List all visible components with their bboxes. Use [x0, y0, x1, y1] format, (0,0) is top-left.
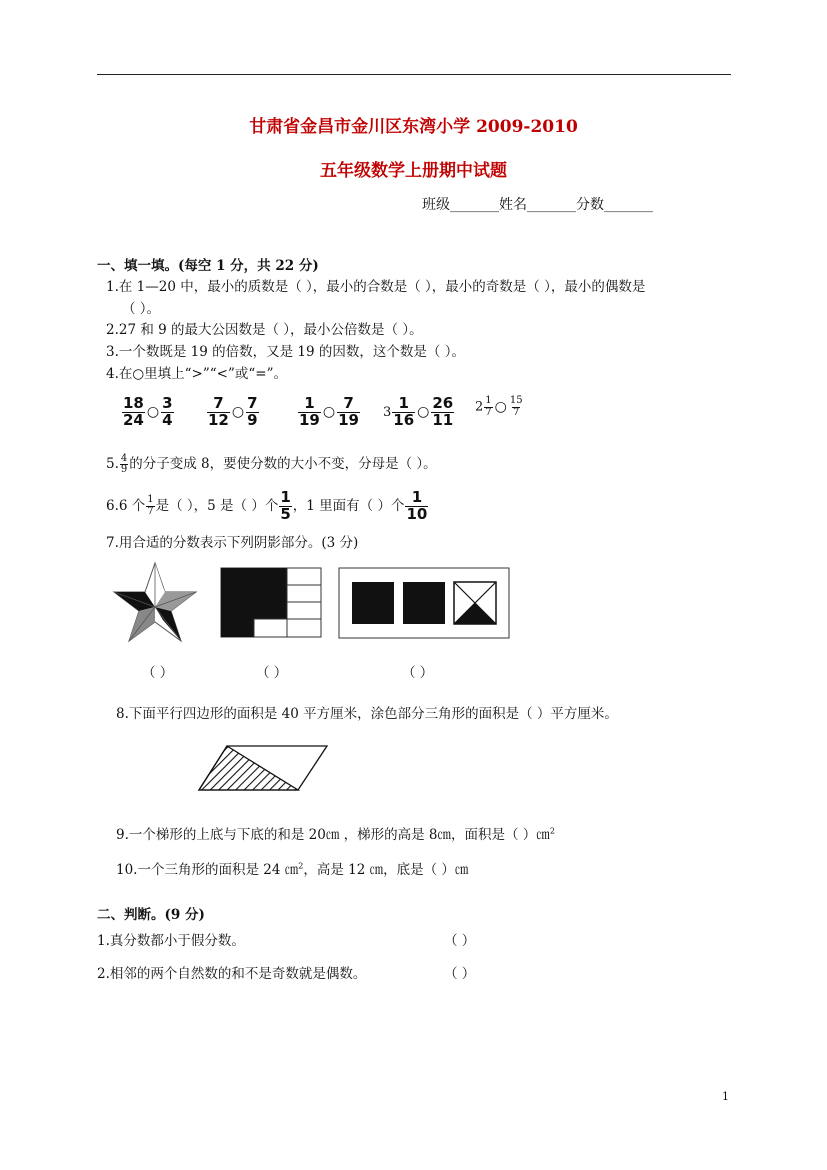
compare-pair-2	[206, 396, 260, 429]
question-1-line2: （ ）。	[122, 301, 161, 317]
q7-answer-blank-3[interactable]: （ ）	[402, 665, 434, 681]
fraction: $\frac{7}{12}$	[208, 394, 229, 429]
section1-heading: 一、填一填。(每空 1 分，共 22 分)	[97, 258, 319, 274]
compare-circle: ○	[322, 404, 336, 421]
question-6: 6.6 个 $\frac{1}{7}$ 是（ ），5 是（ ）个 $\frac{1}{5}$ ，1 里面有（ ）个 $\frac{1}{10}$	[106, 488, 428, 523]
page-subtitle: 五年级数学上册期中试题	[320, 161, 507, 181]
compare-circle: ○	[494, 399, 507, 415]
question-10: 10.一个三角形的面积是 24 ㎝$^2$，高是 12 ㎝，底是（ ）㎝	[116, 861, 469, 878]
fraction: $\frac{1}{16}$	[393, 394, 415, 429]
compare-pair-1	[121, 396, 175, 429]
fraction: $\frac{4}{9}$	[120, 452, 128, 475]
fraction: $\frac{15}{7}$	[509, 395, 523, 418]
compare-pair-4: 3 $\frac{1}{16}$ ○ $\frac{26}{11}$	[383, 394, 454, 429]
question-5: 5. $\frac{4}{9}$ 的分子变成 8，要使分数的大小不变，分母是（ ）。	[106, 452, 437, 475]
q7-answer-blank-1[interactable]: （ ）	[142, 665, 174, 681]
question-9: 9.一个梯形的上底与下底的和是 20㎝ ，梯形的高是 8㎝，面积是（ ）㎝$^2$	[116, 826, 555, 843]
fraction: $\frac{7}{19}$	[338, 394, 359, 429]
judgment-2-blank[interactable]: （ ）	[444, 966, 476, 982]
fraction: $\frac{18}{24}$	[123, 394, 144, 429]
fraction: $\frac{1}{7}$	[147, 494, 154, 517]
compare-pair-5: 2 $\frac{1}{7}$ ○ $\frac{15}{7}$	[475, 395, 523, 418]
page-number: 1	[722, 1090, 729, 1103]
grid-figure	[220, 567, 322, 638]
compare-circle: ○	[231, 404, 245, 421]
judgment-1: 1.真分数都小于假分数。	[97, 933, 245, 949]
fraction: $\frac{1}{7}$	[485, 395, 492, 418]
q7-answer-blank-2[interactable]: （ ）	[256, 665, 288, 681]
question-4: 4.在○里填上“>”“<”或“=”。	[106, 366, 288, 382]
fraction: $\frac{26}{11}$	[432, 394, 454, 429]
compare-pair-3	[297, 396, 361, 429]
compare-circle: ○	[417, 404, 430, 421]
fraction: $\frac{7}{9}$	[247, 394, 258, 429]
question-3: 3.一个数既是 19 的倍数，又是 19 的因数，这个数是（ ）。	[106, 344, 465, 360]
star-figure	[110, 560, 200, 644]
compare-circle: ○	[146, 404, 160, 421]
judgment-2: 2.相邻的两个自然数的和不是奇数就是偶数。	[97, 966, 367, 982]
parallelogram-figure	[196, 744, 330, 794]
question-7: 7.用合适的分数表示下列阴影部分。(3 分)	[106, 535, 359, 551]
question-8: 8.下面平行四边形的面积是 40 平方厘米，涂色部分三角形的面积是（ ）平方厘米。	[116, 706, 618, 722]
section2-heading: 二、判断。(9 分)	[97, 907, 205, 923]
question-1-line1: 1.在 1—20 中，最小的质数是（ ），最小的合数是（ ），最小的奇数是（ ），最小的偶数是	[106, 279, 646, 295]
fraction: $\frac{1}{10}$	[406, 488, 428, 523]
fraction: $\frac{3}{4}$	[162, 394, 173, 429]
header-rule	[97, 74, 731, 75]
student-info-line: 班级_______姓名_______分数_______	[422, 197, 653, 213]
judgment-1-blank[interactable]: （ ）	[444, 933, 476, 949]
fraction: $\frac{1}{19}$	[299, 394, 320, 429]
question-2: 2.27 和 9 的最大公因数是（ ），最小公倍数是（ ）。	[106, 322, 423, 338]
fraction: $\frac{1}{5}$	[280, 488, 291, 523]
page-title: 甘肃省金昌市金川区东湾小学 2009-2010	[249, 117, 578, 137]
squares-figure	[338, 567, 510, 639]
